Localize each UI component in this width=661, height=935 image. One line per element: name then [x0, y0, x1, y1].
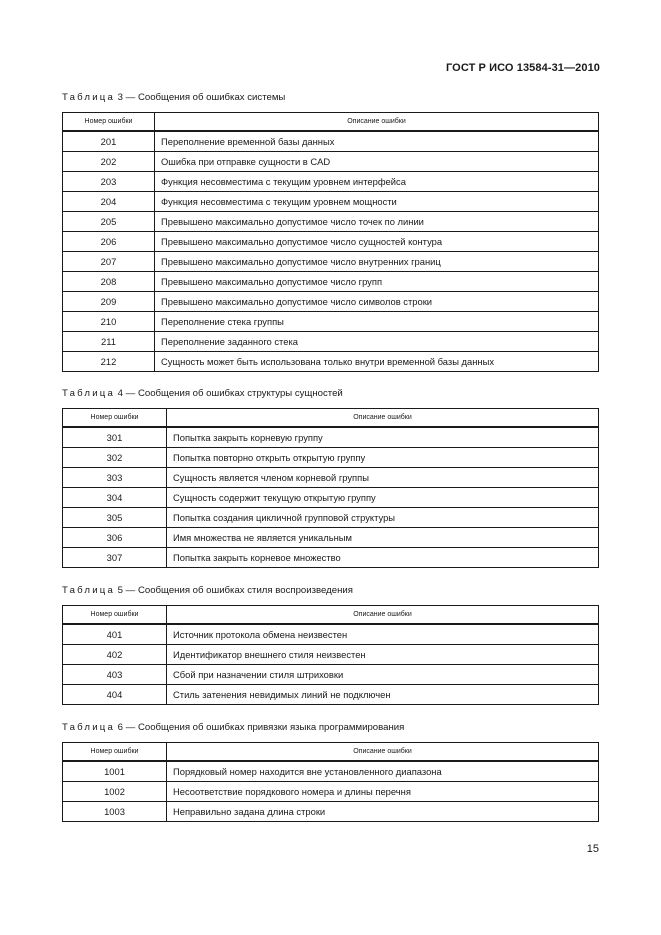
column-header-description: Описание ошибки	[167, 606, 599, 625]
error-code: 403	[63, 665, 167, 685]
error-description: Переполнение стека группы	[155, 312, 599, 332]
caption-prefix: Таблица	[62, 722, 116, 733]
error-description: Попытка повторно открыть открытую группу	[167, 448, 599, 468]
table-row	[63, 272, 599, 292]
caption-prefix: Таблица	[62, 388, 116, 399]
error-code: 301	[63, 427, 167, 448]
table-row	[63, 252, 599, 272]
error-code: 1003	[63, 802, 167, 822]
error-code: 205	[63, 212, 155, 232]
error-code: 305	[63, 508, 167, 528]
error-description: Сущность может быть использована только внутри временной базы данных	[155, 352, 599, 372]
error-description: Ошибка при отправке сущности в CAD	[155, 152, 599, 172]
table-row	[63, 152, 599, 172]
table-6-caption	[62, 722, 404, 733]
error-description: Превышено максимально допустимое число групп	[155, 272, 599, 292]
error-code: 203	[63, 172, 155, 192]
table-5	[62, 605, 599, 705]
error-description: Сущность является членом корневой группы	[167, 468, 599, 488]
error-description: Сбой при назначении стиля штриховки	[167, 665, 599, 685]
caption-text: 3 — Сообщения об ошибках системы	[115, 92, 286, 103]
error-code: 1002	[63, 782, 167, 802]
caption-text: 6 — Сообщения об ошибках привязки языка программирования	[115, 722, 405, 733]
error-code: 307	[63, 548, 167, 568]
table-row	[63, 131, 599, 152]
table-row	[63, 624, 599, 645]
column-header-code: Номер ошибки	[63, 743, 167, 762]
table-row	[63, 352, 599, 372]
error-description: Сущность содержит текущую открытую группу	[167, 488, 599, 508]
error-description: Попытка закрыть корневое множество	[167, 548, 599, 568]
table-row	[63, 685, 599, 705]
table-row	[63, 645, 599, 665]
error-code: 204	[63, 192, 155, 212]
table-row	[63, 548, 599, 568]
table-row	[63, 468, 599, 488]
error-description: Неправильно задана длина строки	[167, 802, 599, 822]
error-description: Попытка создания цикличной групповой структуры	[167, 508, 599, 528]
error-description: Превышено максимально допустимое число внутренних границ	[155, 252, 599, 272]
table-row	[63, 761, 599, 782]
error-code: 210	[63, 312, 155, 332]
error-code: 208	[63, 272, 155, 292]
error-code: 404	[63, 685, 167, 705]
table-row	[63, 212, 599, 232]
column-header-code: Номер ошибки	[63, 606, 167, 625]
table-4	[62, 408, 599, 568]
table-row	[63, 665, 599, 685]
table-row	[63, 172, 599, 192]
table-5-caption	[62, 585, 353, 596]
table-row	[63, 232, 599, 252]
error-description: Имя множества не является уникальным	[167, 528, 599, 548]
error-code: 209	[63, 292, 155, 312]
table-row	[63, 802, 599, 822]
error-code: 306	[63, 528, 167, 548]
error-code: 401	[63, 624, 167, 645]
table-row	[63, 448, 599, 468]
table-row	[63, 292, 599, 312]
error-description: Превышено максимально допустимое число точек по линии	[155, 212, 599, 232]
error-description: Несоответствие порядкового номера и длины перечня	[167, 782, 599, 802]
error-code: 303	[63, 468, 167, 488]
table-row	[63, 488, 599, 508]
table-row	[63, 332, 599, 352]
error-description: Переполнение временной базы данных	[155, 131, 599, 152]
table-row	[63, 528, 599, 548]
error-description: Идентификатор внешнего стиля неизвестен	[167, 645, 599, 665]
error-code: 207	[63, 252, 155, 272]
error-description: Функция несовместима с текущим уровнем интерфейса	[155, 172, 599, 192]
caption-prefix: Таблица	[62, 92, 116, 103]
table-row	[63, 427, 599, 448]
error-description: Превышено максимально допустимое число сущностей контура	[155, 232, 599, 252]
table-row	[63, 782, 599, 802]
table-4-caption	[62, 388, 343, 399]
error-code: 206	[63, 232, 155, 252]
table-3	[62, 112, 599, 372]
error-code: 202	[63, 152, 155, 172]
table-row	[63, 312, 599, 332]
table-6	[62, 742, 599, 822]
error-description: Источник протокола обмена неизвестен	[167, 624, 599, 645]
column-header-description: Описание ошибки	[155, 113, 599, 132]
caption-prefix: Таблица	[62, 585, 116, 596]
page-number: 15	[586, 843, 599, 855]
caption-text: 5 — Сообщения об ошибках стиля воспроизведения	[115, 585, 353, 596]
error-code: 402	[63, 645, 167, 665]
error-code: 201	[63, 131, 155, 152]
table-row	[63, 192, 599, 212]
caption-text: 4 — Сообщения об ошибках структуры сущностей	[115, 388, 343, 399]
error-code: 212	[63, 352, 155, 372]
error-code: 304	[63, 488, 167, 508]
error-description: Попытка закрыть корневую группу	[167, 427, 599, 448]
standard-designation: ГОСТ Р ИСО 13584-31—2010	[445, 62, 600, 74]
table-row	[63, 508, 599, 528]
column-header-code: Номер ошибки	[63, 113, 155, 132]
column-header-code: Номер ошибки	[63, 409, 167, 428]
error-code: 1001	[63, 761, 167, 782]
error-description: Функция несовместима с текущим уровнем мощности	[155, 192, 599, 212]
error-description: Порядковый номер находится вне установленного диапазона	[167, 761, 599, 782]
error-description: Переполнение заданного стека	[155, 332, 599, 352]
error-code: 211	[63, 332, 155, 352]
table-3-caption	[62, 92, 285, 103]
error-description: Превышено максимально допустимое число символов строки	[155, 292, 599, 312]
column-header-description: Описание ошибки	[167, 409, 599, 428]
error-code: 302	[63, 448, 167, 468]
column-header-description: Описание ошибки	[167, 743, 599, 762]
error-description: Стиль затенения невидимых линий не подключен	[167, 685, 599, 705]
